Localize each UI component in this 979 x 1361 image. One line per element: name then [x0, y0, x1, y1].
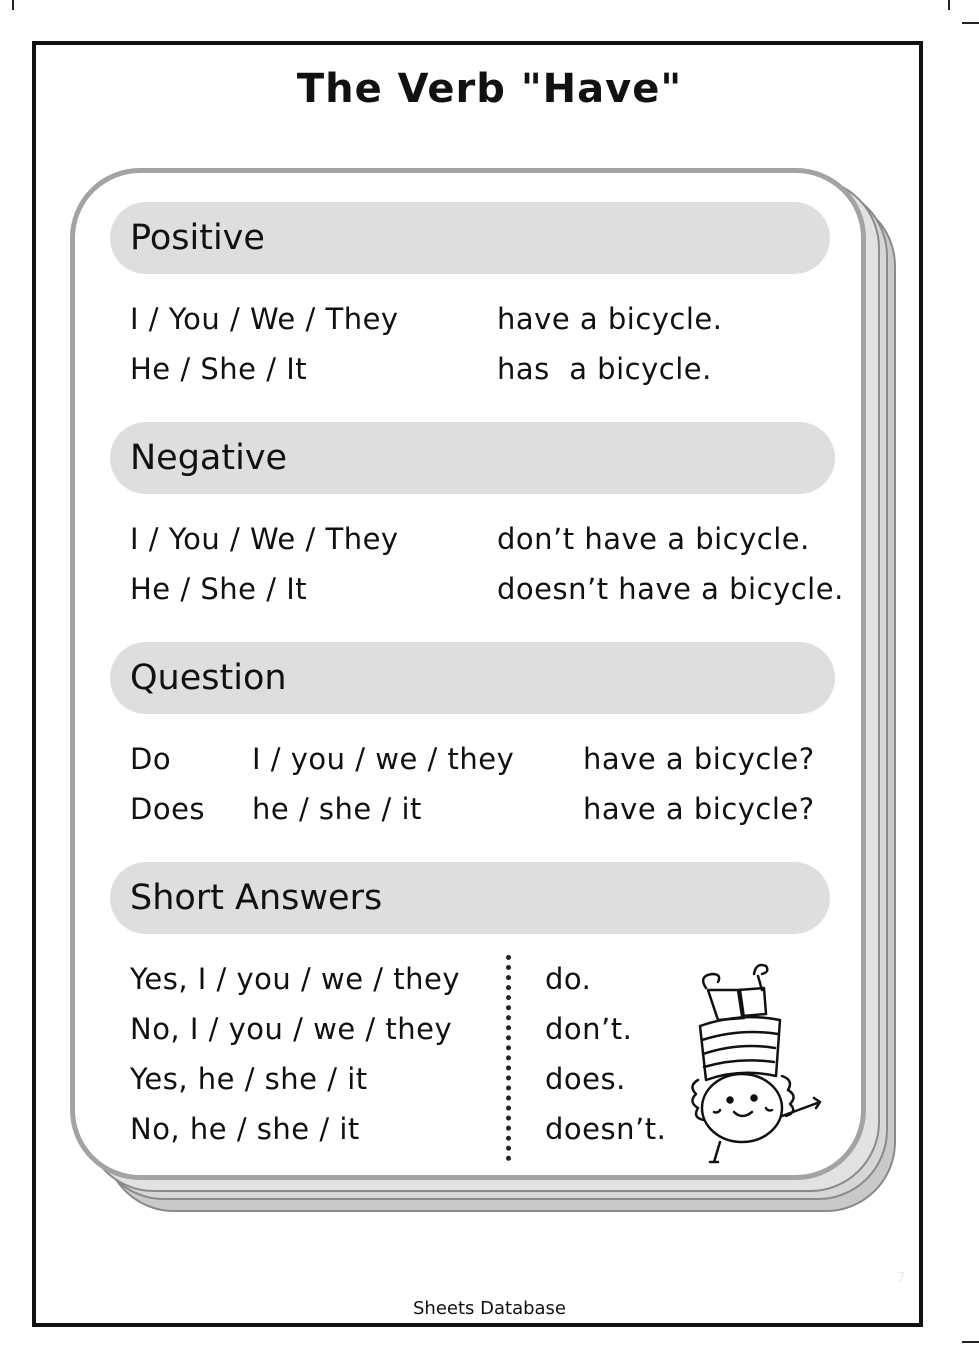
page-title: The Verb "Have" [296, 66, 683, 112]
positive-subject-2: He / She / It [130, 352, 308, 386]
child-illustration [690, 960, 830, 1165]
crop-mark [12, 0, 14, 10]
short-answer-3: does. [545, 1062, 626, 1096]
section-header-positive: Positive [110, 202, 830, 274]
question-subject-1: I / you / we / they [252, 742, 515, 776]
negative-subject-2: He / She / It [130, 572, 308, 606]
crop-mark [962, 22, 979, 24]
negative-predicate-1: don’t have a bicycle. [497, 522, 810, 556]
positive-predicate-2: has a bicycle. [497, 352, 712, 386]
footer-credit: Sheets Database [412, 1298, 567, 1319]
dotted-divider [506, 955, 511, 1161]
section-header-negative: Negative [110, 422, 835, 494]
section-header-short-answers: Short Answers [110, 862, 830, 934]
question-subject-2: he / she / it [252, 792, 422, 826]
short-answer-subject-4: No, he / she / it [130, 1112, 360, 1146]
crop-mark [962, 1341, 979, 1343]
question-predicate-2: have a bicycle? [583, 792, 815, 826]
negative-predicate-2: doesn’t have a bicycle. [497, 572, 844, 606]
short-answer-4: doesn’t. [545, 1112, 667, 1146]
crop-mark [948, 0, 950, 10]
negative-subject-1: I / You / We / They [130, 522, 399, 556]
short-answer-2: don’t. [545, 1012, 633, 1046]
short-answer-subject-2: No, I / you / we / they [130, 1012, 453, 1046]
short-answer-1: do. [545, 962, 592, 996]
short-answer-subject-3: Yes, he / she / it [130, 1062, 368, 1096]
question-aux-1: Do [130, 742, 172, 776]
short-answer-subject-1: Yes, I / you / we / they [130, 962, 461, 996]
question-predicate-1: have a bicycle? [583, 742, 815, 776]
positive-predicate-1: have a bicycle. [497, 302, 723, 336]
page-number: 7 [897, 1271, 906, 1286]
positive-subject-1: I / You / We / They [130, 302, 399, 336]
section-header-question: Question [110, 642, 835, 714]
question-aux-2: Does [130, 792, 206, 826]
